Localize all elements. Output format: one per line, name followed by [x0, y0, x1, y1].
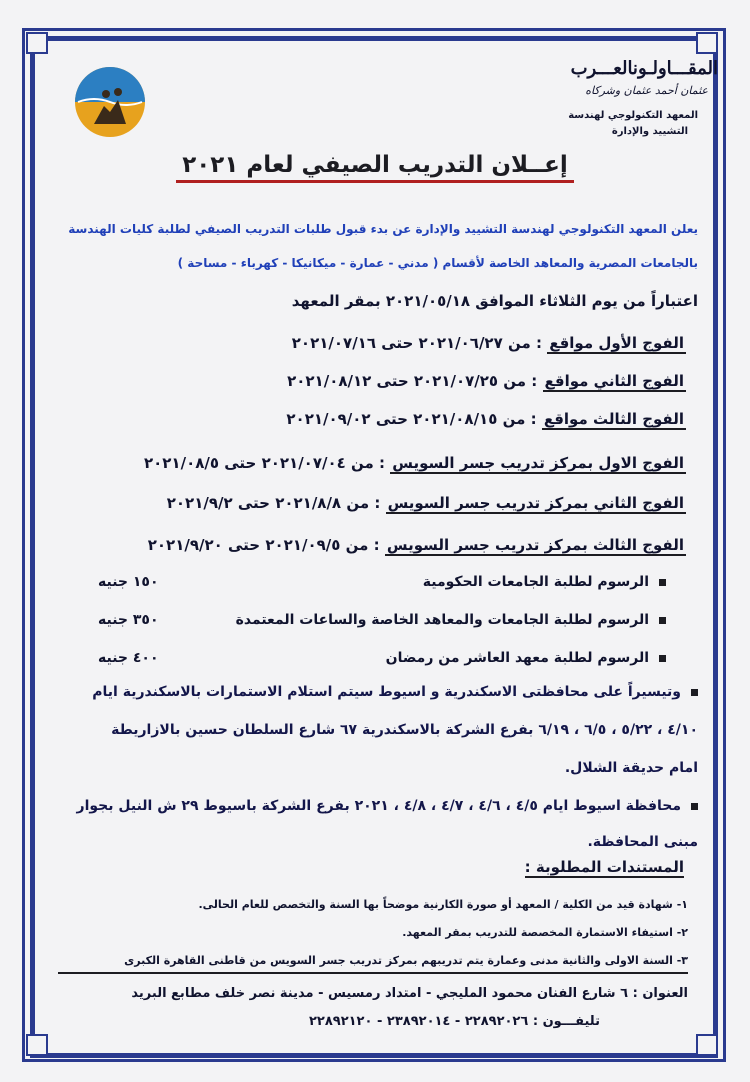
intro-line-1: يعلن المعهد التكنولوجي لهندسة التشييد والإدارة عن بدء قبول طلبات التدريب الصيفي لطلبة كليات الهندسة	[68, 222, 698, 236]
footer-address: العنوان : ٦ شارع الفنان محمود المليجي - امتداد رمسيس - مدينة نصر خلف مطابع البريد	[131, 986, 688, 1001]
company-logo	[74, 66, 146, 138]
alex-note-line-2: ٤/١٠ ، ٥/٢٢ ، ٦/٥ ، ٦/١٩ بفرع الشركة بالاسكندرية ٦٧ شارع السلطان حسين بالازاريطة	[111, 722, 698, 738]
fee-amount: ٣٥٠ جنيه	[98, 612, 159, 628]
batch-row: الفوج الأول مواقع : من ٢٠٢١/٠٦/٢٧ حتى ٢٠٢١/٠٧/١٦	[291, 334, 684, 352]
company-subtitle: عثمان أحمد عثمان وشركاه	[585, 84, 708, 97]
page-title: إعــلان التدريب الصيفي لعام ٢٠٢١	[0, 152, 750, 178]
batch-row: الفوج الثاني مواقع : من ٢٠٢١/٠٧/٢٥ حتى ٢٠٢١/٠٨/١٢	[287, 372, 684, 390]
batch-row: الفوج الثاني بمركز تدريب جسر السويس : من ٢٠٢١/٨/٨ حتى ٢٠٢١/٩/٢	[166, 494, 684, 512]
footer-phones: تليفـــون : ٢٢٨٩٢٠٢٦ - ٢٣٨٩٢٠١٤ - ٢٢٨٩٢١٢٠	[308, 1014, 600, 1029]
document-item: ٣- السنة الاولى والثانية مدنى وعمارة يتم تدريبهم بمركز تدريب جسر السويس من قاطنى القاهرة الكبرى	[124, 954, 688, 967]
corner-ornament	[696, 32, 718, 54]
divider	[58, 972, 688, 974]
fee-label: الرسوم لطلبة الجامعات والمعاهد الخاصة والساعات المعتمدة	[236, 612, 666, 628]
start-date-line: اعتباراً من يوم الثلاثاء الموافق ٢٠٢١/٠٥/١٨ بمقر المعهد	[291, 292, 698, 310]
alex-note-line-1: وتيسيراً على محافظتى الاسكندرية و اسيوط سيتم استلام الاستمارات بالاسكندرية ايام	[92, 684, 698, 700]
assiut-note-line-1: محافظة اسيوط ايام ٤/٥ ، ٤/٦ ، ٤/٧ ، ٤/٨ ، ٢٠٢١ بفرع الشركة باسيوط ٢٩ ش النيل بجوار	[77, 798, 698, 814]
company-name: المقـــاولـونالعـــرب	[570, 58, 718, 79]
documents-heading: المستندات المطلوبة :	[524, 858, 684, 876]
assiut-note-line-2: مبنى المحافظة.	[587, 834, 698, 850]
batch-row: الفوج الثالث مواقع : من ٢٠٢١/٠٨/١٥ حتى ٢٠٢١/٠٩/٠٢	[286, 410, 684, 428]
document-item: ٢- استيفاء الاستمارة المخصصة للتدريب بمقر المعهد.	[402, 926, 688, 939]
batch-row: الفوج الاول بمركز تدريب جسر السويس : من ٢٠٢١/٠٧/٠٤ حتى ٢٠٢١/٠٨/٥	[143, 454, 684, 472]
corner-ornament	[696, 1034, 718, 1056]
fee-label: الرسوم لطلبة معهد العاشر من رمضان	[386, 650, 666, 666]
corner-ornament	[26, 32, 48, 54]
batch-row: الفوج الثالث بمركز تدريب جسر السويس : من ٢٠٢١/٠٩/٥ حتى ٢٠٢١/٩/٢٠	[147, 536, 684, 554]
institute-name-line2: التشييد والإدارة	[611, 126, 688, 137]
document-item: ١- شهادة قيد من الكلية / المعهد أو صورة الكارنية موضحاً بها السنة والتخصص للعام الحالى.	[198, 898, 688, 911]
fee-amount: ١٥٠ جنيه	[98, 574, 159, 590]
fee-label: الرسوم لطلبة الجامعات الحكومية	[423, 574, 666, 590]
intro-line-2: بالجامعات المصرية والمعاهد الخاصة لأقسام ( مدني - عمارة - ميكانيكا - كهرباء - مساحة )	[177, 256, 698, 270]
corner-ornament	[26, 1034, 48, 1056]
alex-note-line-3: امام حديقة الشلال.	[564, 760, 698, 776]
institute-name-line1: المعهد التكنولوجي لهندسة	[568, 110, 698, 121]
fee-amount: ٤٠٠ جنيه	[98, 650, 159, 666]
